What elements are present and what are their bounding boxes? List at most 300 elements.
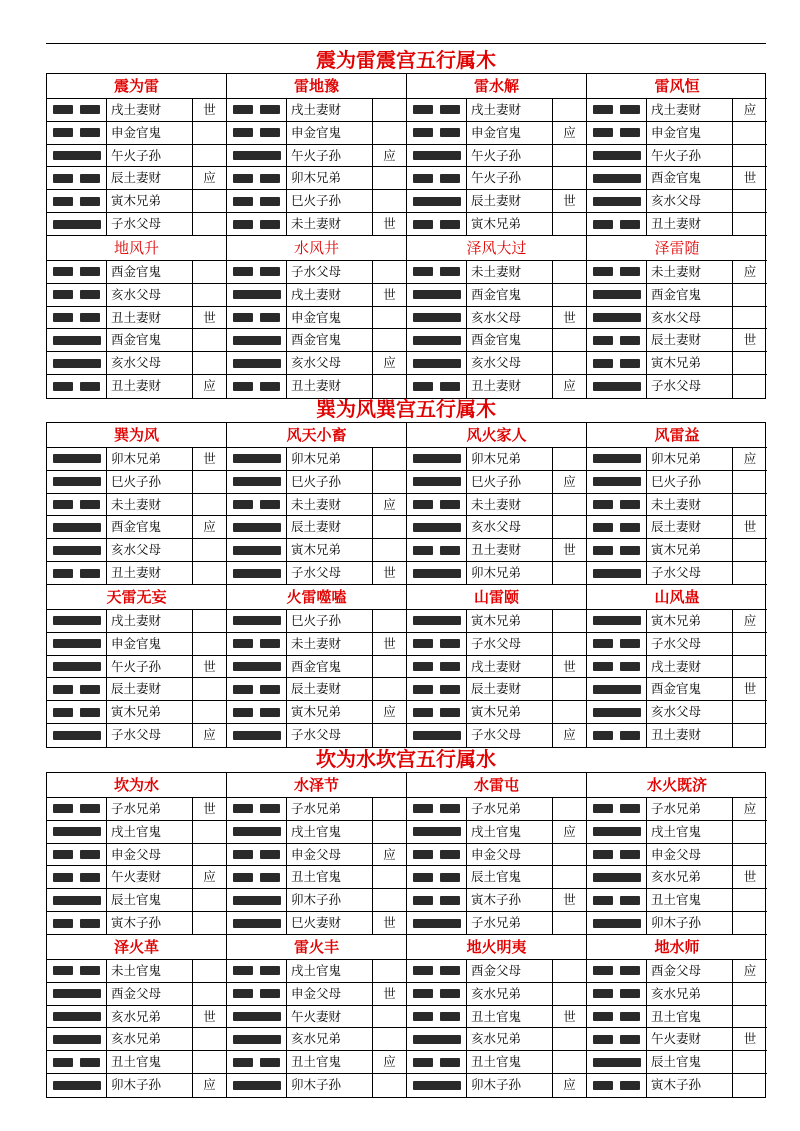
yao-row xyxy=(47,213,226,236)
yao-text: 戌土官鬼 xyxy=(107,821,193,843)
hexagram-name: 山风蛊 xyxy=(587,585,767,610)
yao-text: 子水父母 xyxy=(467,724,553,747)
yao-row xyxy=(227,724,406,747)
yao-row xyxy=(227,1074,406,1097)
yao-text: 戌土妻财 xyxy=(647,656,733,678)
shi-ying-mark xyxy=(733,983,767,1005)
yin-line-icon xyxy=(407,798,467,820)
shi-ying-mark: 世 xyxy=(383,914,396,930)
yao-text: 亥水父母 xyxy=(287,352,373,374)
yao-text: 卯木兄弟 xyxy=(287,167,373,189)
shi-ying-mark: 世 xyxy=(383,635,396,651)
shi-ying-mark xyxy=(553,167,586,189)
yao-text: 寅木兄弟 xyxy=(287,539,373,561)
yao-text: 亥水兄弟 xyxy=(287,1028,373,1050)
yao-text: 寅木子孙 xyxy=(467,889,553,911)
yao-text: 亥水兄弟 xyxy=(467,1028,553,1050)
yin-line-icon xyxy=(587,1028,647,1050)
yao-row xyxy=(227,610,406,633)
yang-line-icon xyxy=(587,448,647,470)
shi-ying-mark: 应 xyxy=(563,1076,576,1092)
yin-line-icon xyxy=(227,213,287,236)
yao-row xyxy=(227,516,406,539)
shi-ying-mark xyxy=(193,213,226,236)
shi-ying-mark: 世 xyxy=(383,286,396,302)
shi-ying-mark xyxy=(553,1051,586,1073)
shi-ying-mark: 世 xyxy=(563,1008,576,1024)
yao-text: 寅木子孙 xyxy=(647,1074,733,1097)
yao-text: 寅木兄弟 xyxy=(467,610,553,632)
yao-row xyxy=(47,656,226,679)
shi-ying-mark: 应 xyxy=(383,355,396,371)
shi-ying-mark xyxy=(193,633,226,655)
yin-line-icon xyxy=(227,167,287,189)
yang-line-icon xyxy=(47,539,107,561)
hexagram-cell xyxy=(407,236,587,398)
yao-text: 寅木兄弟 xyxy=(107,190,193,212)
hexagram-cell xyxy=(407,423,587,585)
yin-line-icon xyxy=(227,307,287,329)
yao-row xyxy=(587,494,767,517)
yao-row xyxy=(407,798,586,821)
yao-row xyxy=(227,562,406,585)
yao-row xyxy=(227,284,406,307)
yao-row xyxy=(47,798,226,821)
shi-ying-mark xyxy=(733,352,767,374)
yao-text: 寅木子孙 xyxy=(107,912,193,935)
yao-row xyxy=(227,912,406,935)
yao-text: 午火子孙 xyxy=(467,145,553,167)
yao-text: 辰土妻财 xyxy=(467,190,553,212)
yao-row xyxy=(47,912,226,935)
yao-text: 申金官鬼 xyxy=(107,633,193,655)
yin-line-icon xyxy=(227,375,287,398)
shi-ying-mark xyxy=(373,539,406,561)
yao-row xyxy=(47,307,226,330)
yao-text: 戌土妻财 xyxy=(467,656,553,678)
yao-row xyxy=(227,122,406,145)
shi-ying-mark xyxy=(193,889,226,911)
hexagram-cell xyxy=(47,773,227,935)
yao-text: 申金父母 xyxy=(287,844,373,866)
yao-text: 亥水兄弟 xyxy=(467,983,553,1005)
yao-text: 巳火子孙 xyxy=(287,471,373,493)
yin-line-icon xyxy=(47,284,107,306)
yao-text: 卯木子孙 xyxy=(107,1074,193,1097)
yao-row xyxy=(587,307,767,330)
shi-ying-mark xyxy=(373,678,406,700)
yao-row xyxy=(587,352,767,375)
shi-ying-mark xyxy=(373,122,406,144)
yao-row xyxy=(47,724,226,747)
hexagram-cell xyxy=(587,236,767,398)
yao-text: 辰土妻财 xyxy=(287,678,373,700)
yao-row xyxy=(407,821,586,844)
yao-text: 辰土妻财 xyxy=(647,516,733,538)
yao-text: 酉金官鬼 xyxy=(467,284,553,306)
yang-line-icon xyxy=(227,656,287,678)
yin-line-icon xyxy=(227,866,287,888)
yao-row xyxy=(587,516,767,539)
yao-text: 辰土妻财 xyxy=(107,678,193,700)
hexagram-name: 地水师 xyxy=(587,935,767,960)
yin-line-icon xyxy=(227,798,287,820)
yao-text: 午火子孙 xyxy=(647,145,733,167)
yang-line-icon xyxy=(407,562,467,585)
shi-ying-mark xyxy=(733,284,767,306)
yao-row xyxy=(227,633,406,656)
yao-row xyxy=(587,866,767,889)
yao-row xyxy=(587,889,767,912)
yang-line-icon xyxy=(407,610,467,632)
yang-line-icon xyxy=(227,145,287,167)
yao-text: 申金父母 xyxy=(647,844,733,866)
yao-text: 亥水父母 xyxy=(107,539,193,561)
yao-text: 丑土官鬼 xyxy=(467,1006,553,1028)
yao-row xyxy=(47,352,226,375)
yang-line-icon xyxy=(47,983,107,1005)
shi-ying-mark xyxy=(553,99,586,121)
shi-ying-mark: 应 xyxy=(743,963,757,978)
yin-line-icon xyxy=(587,1006,647,1028)
yin-line-icon xyxy=(47,122,107,144)
yao-text: 卯木兄弟 xyxy=(287,448,373,470)
yao-row xyxy=(227,213,406,236)
yin-line-icon xyxy=(47,562,107,585)
hexagram-name: 风天小畜 xyxy=(227,423,406,448)
shi-ying-mark: 世 xyxy=(563,658,576,674)
yao-text: 巳火子孙 xyxy=(107,471,193,493)
yao-text: 午火子孙 xyxy=(107,656,193,678)
yang-line-icon xyxy=(587,167,647,189)
yao-row xyxy=(227,821,406,844)
yin-line-icon xyxy=(587,99,647,121)
shi-ying-mark xyxy=(373,1074,406,1097)
yao-text: 戌土官鬼 xyxy=(287,821,373,843)
shi-ying-mark: 世 xyxy=(743,1031,757,1047)
yao-text: 戌土官鬼 xyxy=(467,821,553,843)
yao-text: 丑土妻财 xyxy=(107,375,193,398)
yang-line-icon xyxy=(47,889,107,911)
yao-text: 子水父母 xyxy=(467,633,553,655)
yin-line-icon xyxy=(407,167,467,189)
yin-line-icon xyxy=(407,99,467,121)
yao-row xyxy=(587,1051,767,1074)
shi-ying-mark xyxy=(553,562,586,585)
yao-text: 亥水父母 xyxy=(647,190,733,212)
yao-text: 戌土官鬼 xyxy=(647,821,733,843)
yao-text: 未土妻财 xyxy=(467,261,553,283)
shi-ying-mark xyxy=(553,261,586,283)
hexagram-grid xyxy=(46,422,766,748)
shi-ying-mark: 应 xyxy=(383,496,396,512)
yin-line-icon xyxy=(587,539,647,561)
yang-line-icon xyxy=(587,307,647,329)
yin-line-icon xyxy=(587,724,647,747)
yao-row xyxy=(587,539,767,562)
yin-line-icon xyxy=(587,122,647,144)
yao-text: 丑土官鬼 xyxy=(467,1051,553,1073)
shi-ying-mark xyxy=(193,329,226,351)
yao-text: 亥水兄弟 xyxy=(107,1028,193,1050)
shi-ying-mark xyxy=(553,610,586,632)
hexagram-cell xyxy=(587,423,767,585)
yin-line-icon xyxy=(407,960,467,982)
yang-line-icon xyxy=(47,145,107,167)
yang-line-icon xyxy=(587,190,647,212)
yao-row xyxy=(587,798,767,821)
yao-text: 午火子孙 xyxy=(287,145,373,167)
yao-text: 卯木兄弟 xyxy=(467,448,553,470)
yao-text: 子水父母 xyxy=(647,633,733,655)
yao-text: 酉金父母 xyxy=(467,960,553,982)
yao-row xyxy=(587,167,767,190)
yao-row xyxy=(587,99,767,122)
yao-row xyxy=(407,1028,586,1051)
hexagram-name: 巽为风 xyxy=(47,423,226,448)
yang-line-icon xyxy=(227,329,287,351)
yao-row xyxy=(407,516,586,539)
yao-text: 寅木兄弟 xyxy=(467,213,553,236)
hexagram-name: 山雷颐 xyxy=(407,585,586,610)
yao-text: 申金官鬼 xyxy=(287,307,373,329)
hexagram-cell xyxy=(227,935,407,1097)
yao-text: 卯木子孙 xyxy=(287,889,373,911)
shi-ying-mark: 世 xyxy=(563,892,576,908)
shi-ying-mark xyxy=(733,471,767,493)
yang-line-icon xyxy=(587,678,647,700)
shi-ying-mark xyxy=(193,821,226,843)
yao-text: 酉金官鬼 xyxy=(647,284,733,306)
hexagram-grid xyxy=(46,772,766,1098)
shi-ying-mark xyxy=(193,562,226,585)
yang-line-icon xyxy=(227,1006,287,1028)
yang-line-icon xyxy=(407,1074,467,1097)
shi-ying-mark: 应 xyxy=(743,801,757,816)
yao-text: 丑土官鬼 xyxy=(647,1006,733,1028)
yao-text: 子水父母 xyxy=(647,375,733,398)
hexagram-cell xyxy=(407,773,587,935)
yao-text: 亥水父母 xyxy=(647,701,733,723)
yin-line-icon xyxy=(227,983,287,1005)
yao-row xyxy=(407,352,586,375)
yao-text: 酉金官鬼 xyxy=(647,678,733,700)
shi-ying-mark: 应 xyxy=(563,726,576,742)
shi-ying-mark xyxy=(373,167,406,189)
yang-line-icon xyxy=(407,821,467,843)
shi-ying-mark xyxy=(733,562,767,585)
yang-line-icon xyxy=(227,610,287,632)
yao-row xyxy=(227,866,406,889)
shi-ying-mark: 世 xyxy=(203,451,216,466)
yao-row xyxy=(47,122,226,145)
yao-row xyxy=(47,1006,226,1029)
shi-ying-mark xyxy=(193,471,226,493)
hexagram-grid xyxy=(46,73,766,399)
yao-row xyxy=(587,284,767,307)
yang-line-icon xyxy=(47,471,107,493)
yang-line-icon xyxy=(407,329,467,351)
yao-row xyxy=(47,1074,226,1097)
yao-row xyxy=(47,678,226,701)
hexagram-name: 坎为水 xyxy=(47,773,226,798)
yao-row xyxy=(587,190,767,213)
yao-text: 亥水父母 xyxy=(647,307,733,329)
yao-row xyxy=(227,190,406,213)
shi-ying-mark xyxy=(193,1028,226,1050)
shi-ying-mark xyxy=(373,307,406,329)
yang-line-icon xyxy=(47,610,107,632)
shi-ying-mark xyxy=(733,539,767,561)
hexagram-name: 地火明夷 xyxy=(407,935,586,960)
yao-row xyxy=(227,352,406,375)
yao-row xyxy=(227,145,406,168)
shi-ying-mark: 应 xyxy=(563,124,576,140)
hexagram-name: 风火家人 xyxy=(407,423,586,448)
yao-row xyxy=(227,960,406,983)
yao-text: 卯木子孙 xyxy=(467,1074,553,1097)
shi-ying-mark: 应 xyxy=(563,823,576,839)
yao-text: 丑土官鬼 xyxy=(287,1051,373,1073)
yao-row xyxy=(587,448,767,471)
shi-ying-mark xyxy=(193,1051,226,1073)
yao-row xyxy=(47,471,226,494)
hexagram-cell xyxy=(407,935,587,1097)
yao-text: 子水父母 xyxy=(107,724,193,747)
yang-line-icon xyxy=(227,912,287,935)
yang-line-icon xyxy=(47,821,107,843)
yao-text: 午火妻财 xyxy=(107,866,193,888)
shi-ying-mark xyxy=(733,821,767,843)
yao-text: 辰土官鬼 xyxy=(647,1051,733,1073)
yao-row xyxy=(587,701,767,724)
yin-line-icon xyxy=(407,844,467,866)
yao-text: 卯木兄弟 xyxy=(107,448,193,470)
yao-row xyxy=(587,1006,767,1029)
yang-line-icon xyxy=(47,516,107,538)
shi-ying-mark xyxy=(193,844,226,866)
yao-text: 丑土妻财 xyxy=(647,213,733,236)
yao-text: 子水兄弟 xyxy=(467,798,553,820)
shi-ying-mark xyxy=(733,307,767,329)
yang-line-icon xyxy=(407,307,467,329)
hexagram-name: 水雷屯 xyxy=(407,773,586,798)
yang-line-icon xyxy=(407,145,467,167)
yin-line-icon xyxy=(407,701,467,723)
yao-row xyxy=(47,983,226,1006)
shi-ying-mark: 应 xyxy=(383,704,396,720)
yao-text: 卯木兄弟 xyxy=(467,562,553,585)
yao-text: 酉金官鬼 xyxy=(467,329,553,351)
shi-ying-mark: 应 xyxy=(383,147,396,163)
shi-ying-mark xyxy=(553,844,586,866)
shi-ying-mark: 应 xyxy=(383,846,396,862)
yin-line-icon xyxy=(47,494,107,516)
yang-line-icon xyxy=(227,724,287,747)
shi-ying-mark xyxy=(733,656,767,678)
yang-line-icon xyxy=(407,352,467,374)
shi-ying-mark: 应 xyxy=(203,519,216,535)
yao-row xyxy=(407,145,586,168)
shi-ying-mark: 世 xyxy=(743,170,757,186)
yao-text: 巳火子孙 xyxy=(467,471,553,493)
hexagram-cell xyxy=(587,74,767,236)
yin-line-icon xyxy=(587,329,647,351)
yin-line-icon xyxy=(407,261,467,283)
hexagram-name: 水火既济 xyxy=(587,773,767,798)
yao-text: 丑土妻财 xyxy=(467,375,553,398)
shi-ying-mark xyxy=(553,866,586,888)
yao-text: 寅木兄弟 xyxy=(287,701,373,723)
shi-ying-mark xyxy=(733,889,767,911)
shi-ying-mark xyxy=(193,678,226,700)
yao-row xyxy=(587,1074,767,1097)
yao-row xyxy=(587,375,767,398)
yao-row xyxy=(587,329,767,352)
hexagram-name: 水风井 xyxy=(227,236,406,261)
yin-line-icon xyxy=(47,701,107,723)
yao-row xyxy=(47,375,226,398)
yao-row xyxy=(407,307,586,330)
yang-line-icon xyxy=(227,821,287,843)
yao-text: 申金官鬼 xyxy=(647,122,733,144)
shi-ying-mark xyxy=(733,375,767,398)
yao-text: 未土妻财 xyxy=(287,213,373,236)
shi-ying-mark xyxy=(553,145,586,167)
yao-row xyxy=(227,99,406,122)
shi-ying-mark: 世 xyxy=(203,309,216,325)
shi-ying-mark xyxy=(193,960,226,982)
shi-ying-mark: 世 xyxy=(383,564,396,580)
shi-ying-mark: 世 xyxy=(743,681,757,697)
yao-text: 子水兄弟 xyxy=(107,798,193,820)
shi-ying-mark xyxy=(553,494,586,516)
yao-text: 午火子孙 xyxy=(467,167,553,189)
yao-text: 酉金官鬼 xyxy=(107,261,193,283)
yao-row xyxy=(227,494,406,517)
yin-line-icon xyxy=(227,1051,287,1073)
yao-row xyxy=(407,329,586,352)
yang-line-icon xyxy=(47,1006,107,1028)
yin-line-icon xyxy=(407,122,467,144)
yao-text: 戌土妻财 xyxy=(107,610,193,632)
shi-ying-mark: 应 xyxy=(203,869,216,885)
hexagram-name: 水泽节 xyxy=(227,773,406,798)
shi-ying-mark xyxy=(193,494,226,516)
yin-line-icon xyxy=(47,307,107,329)
yao-row xyxy=(587,912,767,935)
yao-row xyxy=(227,375,406,398)
yao-row xyxy=(227,448,406,471)
shi-ying-mark xyxy=(553,448,586,470)
shi-ying-mark: 应 xyxy=(203,1076,216,1092)
yang-line-icon xyxy=(587,145,647,167)
yin-line-icon xyxy=(227,122,287,144)
shi-ying-mark: 应 xyxy=(743,613,757,628)
yao-row xyxy=(227,307,406,330)
yao-row xyxy=(587,656,767,679)
yao-text: 子水兄弟 xyxy=(647,798,733,820)
yao-text: 寅木兄弟 xyxy=(647,539,733,561)
shi-ying-mark xyxy=(373,798,406,820)
yao-row xyxy=(47,145,226,168)
palace-section xyxy=(46,47,766,399)
yang-line-icon xyxy=(587,821,647,843)
shi-ying-mark xyxy=(373,375,406,398)
yang-line-icon xyxy=(587,866,647,888)
yao-row xyxy=(407,284,586,307)
yin-line-icon xyxy=(407,983,467,1005)
